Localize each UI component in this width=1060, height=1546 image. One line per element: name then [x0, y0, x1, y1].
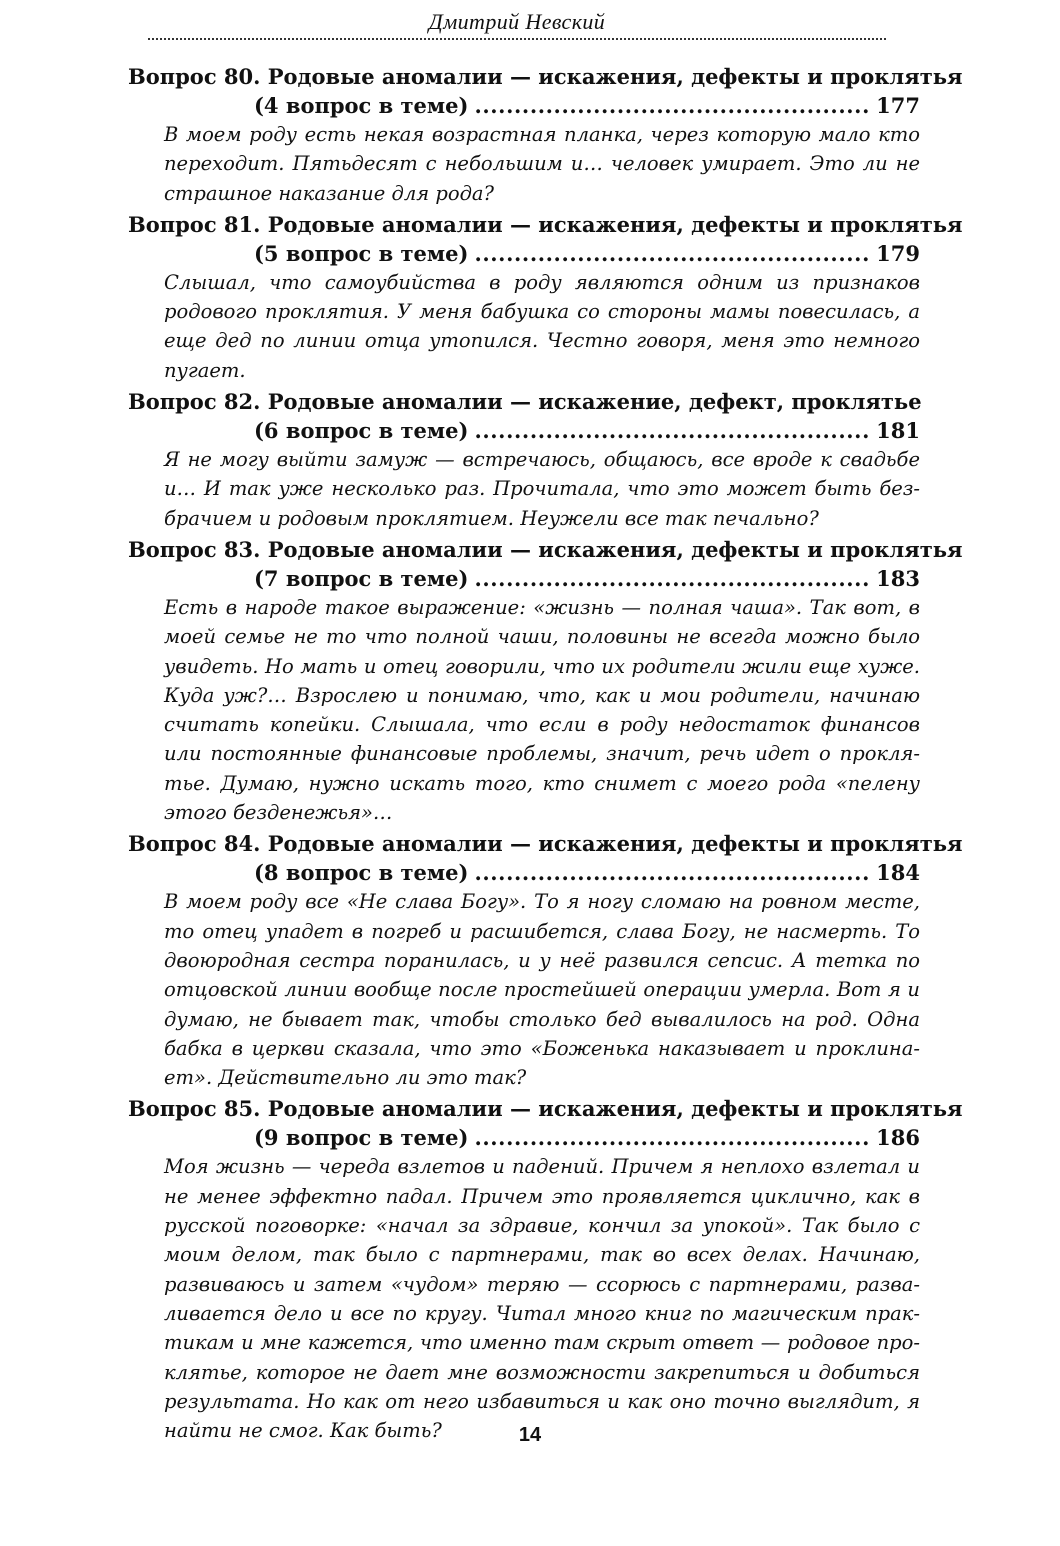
- toc-page-number: 184: [876, 860, 920, 886]
- dot-leader: [474, 91, 870, 120]
- toc-entry-description: В моем роду все «Не слава Богу». То я ногу сломаю на ровном месте, то отец упадет в погреб и расшибется, слава Богу, не насмерть. То двоюродная сестра поранилась, и у неё развился сепсис. А тетка по отцовской линии вообще после простейшей операции умерла. Вот я и думаю, не бывает так, чтобы столько бед вывалилось на род. Одна бабка в церкви сказала, что это «Боженька наказывает и проклинает». Действительно ли это так?: [164, 890, 920, 1090]
- toc-entry: [128, 387, 920, 533]
- toc-entry-subtitle: (4 вопрос в теме): [254, 93, 469, 118]
- toc-entry: [128, 1094, 963, 1445]
- toc-entry-subtitle: (9 вопрос в теме): [254, 1125, 469, 1151]
- toc-entry-title: Вопрос 84. Родовые аномалии — искажения, дефекты и проклятья: [128, 831, 963, 857]
- toc-entry-description: В моем роду есть некая возрастная планка, через которую мало кто переходит. Пятьдесят с небольшим и… человек умирает. Это ли не страшное наказание для рода?: [164, 123, 920, 205]
- toc-entry-title: Вопрос 82. Родовые аномалии — искажение, дефект, проклятье: [128, 389, 922, 415]
- toc-entry: [128, 829, 963, 1092]
- dot-leader: [474, 564, 870, 593]
- toc-entry-subtitle: (7 вопрос в теме): [254, 565, 469, 591]
- toc-entry-title: Вопрос 85. Родовые аномалии — искажения, дефекты и проклятья: [128, 1096, 963, 1122]
- toc-entry-description: Слышал, что самоубийства в роду являются одним из признаков родового проклятия. У меня бабушка со стороны мамы повесилась, а еще дед по линии отца утопился. Честно говоря, меня это немного пугает.: [164, 270, 920, 382]
- toc-entry: [128, 535, 963, 827]
- toc-entry-subtitle: (6 вопрос в теме): [254, 418, 469, 444]
- table-of-contents: [128, 62, 963, 1447]
- dot-leader: [474, 416, 870, 445]
- toc-entry-description: Моя жизнь — череда взлетов и падений. Причем я неплохо взлетал и не менее эффектно падал. Причем это проявляется циклично, как в русской поговорке: «начал за здравие, кончил за упокой». Так было с моим делом, так было с партнерами, так во всех делах. Начинаю, развиваюсь и затем «чудом» теряю — ссорюсь с партнерами, разваливается дело и все по кругу. Читал много книг по магическим практикам и мне кажется, что именно там скрыт ответ — родовое проклятье, которое не дает мне возможности закрепиться и добиться результата. Но как от него избавиться и как оно точно выглядит, я найти не смог. Как быть?: [164, 1155, 920, 1443]
- toc-entry-tail-line: [128, 416, 920, 445]
- toc-entry-description: Есть в народе такое выражение: «жизнь — полная чаша». Так вот, в моей семье не то что полной чаши, половины не всегда можно было увидеть. Но мать и отец говорили, что их родители жили еще хуже. Куда уж?… Взрослею и понимаю, что, как и мои родители, начинаю считать копейки. Слышала, что если в роду недостаток финансов или постоянные финансовые проблемы, значит, речь идет о проклятье. Думаю, нужно искать того, кто снимет с моего рода «пелену этого безденежья»…: [164, 595, 920, 825]
- toc-page-number: 177: [876, 93, 920, 118]
- toc-entry-subtitle: (5 вопрос в теме): [254, 240, 469, 266]
- toc-entry-tail-line: [128, 564, 920, 593]
- dot-leader: [474, 858, 870, 887]
- dot-leader: [474, 239, 870, 268]
- page-number: 14: [518, 1424, 542, 1446]
- toc-page-number: 183: [876, 565, 920, 591]
- toc-page-number: 181: [876, 418, 920, 444]
- toc-entry: [128, 62, 963, 208]
- toc-entry-description: Я не могу выйти замуж — встречаюсь, общаюсь, все вроде к свадьбе и… И так уже несколько раз. Прочитала, что это может быть безбрачием и родовым проклятием. Неужели все так печально?: [164, 448, 920, 530]
- toc-entry-title: Вопрос 83. Родовые аномалии — искажения, дефекты и проклятья: [128, 536, 963, 562]
- toc-page-number: 179: [876, 240, 920, 266]
- toc-entry-tail-line: [128, 858, 920, 887]
- toc-entry-tail-line: [128, 239, 920, 268]
- toc-page-number: 186: [876, 1125, 920, 1151]
- toc-entry-tail-line: [128, 1123, 920, 1152]
- running-head-author: Дмитрий Невский: [428, 9, 606, 34]
- toc-entry-title: Вопрос 80. Родовые аномалии — искажения, дефекты и проклятья: [128, 64, 963, 89]
- toc-entry-tail-line: [128, 91, 920, 120]
- dot-leader: [474, 1123, 870, 1152]
- toc-entry-title: Вопрос 81. Родовые аномалии — искажения, дефекты и проклятья: [128, 211, 963, 237]
- header-dotted-rule: [148, 38, 886, 40]
- toc-entry: [128, 210, 963, 385]
- toc-entry-subtitle: (8 вопрос в теме): [254, 860, 469, 886]
